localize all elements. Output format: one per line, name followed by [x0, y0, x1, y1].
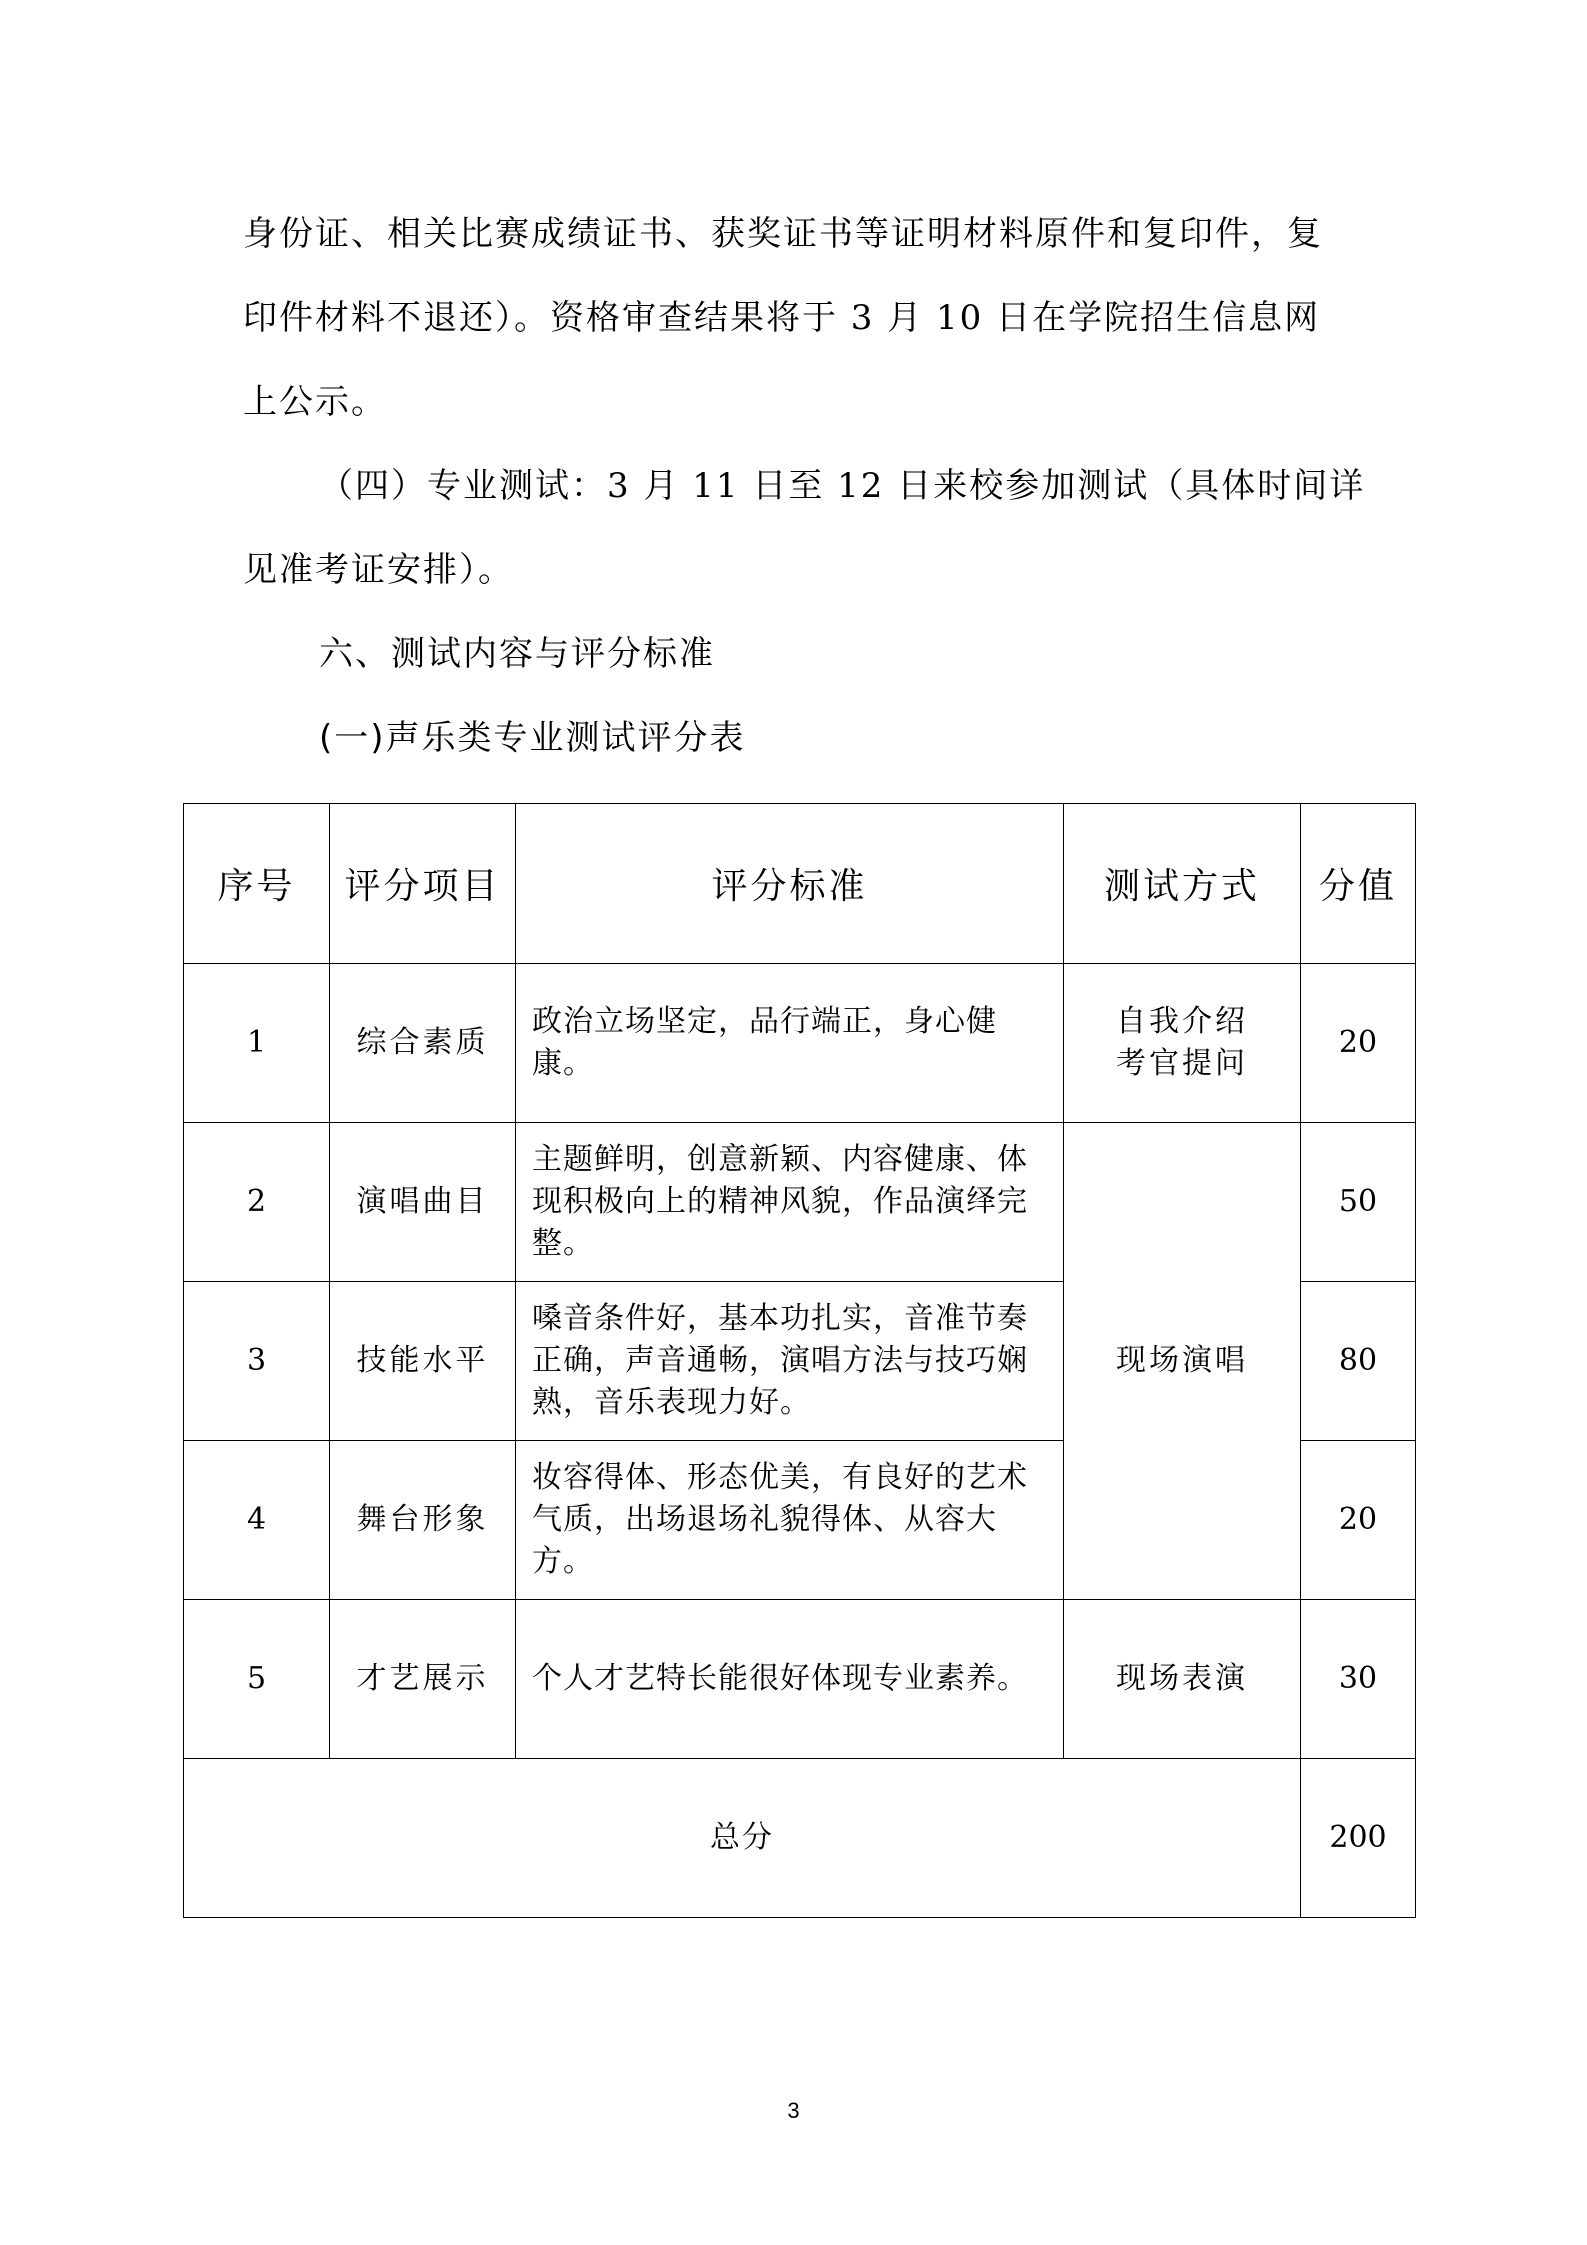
cell-criteria: 妆容得体、形态优美，有良好的艺术气质，出场退场礼貌得体、从容大方。 [516, 1441, 1064, 1600]
table-total-row [184, 1759, 1416, 1918]
cell-score: 20 [1301, 964, 1416, 1123]
cell-method: 现场表演 [1064, 1600, 1301, 1759]
cell-score: 30 [1301, 1600, 1416, 1759]
total-score: 200 [1301, 1759, 1416, 1918]
paragraph-line: 上公示。 [243, 382, 387, 422]
cell-item: 综合素质 [330, 964, 516, 1123]
header-method: 测试方式 [1064, 804, 1301, 964]
cell-index: 4 [184, 1441, 330, 1600]
cell-criteria: 政治立场坚定，品行端正，身心健康。 [516, 964, 1064, 1123]
table-row [184, 1123, 1416, 1282]
cell-criteria: 主题鲜明，创意新颖、内容健康、体现积极向上的精神风貌，作品演绎完整。 [516, 1123, 1064, 1282]
cell-item: 舞台形象 [330, 1441, 516, 1600]
cell-item: 演唱曲目 [330, 1123, 516, 1282]
total-label: 总分 [184, 1759, 1301, 1918]
subsection-heading: (一)声乐类专业测试评分表 [319, 718, 746, 758]
cell-criteria: 嗓音条件好，基本功扎实，音准节奏正确，声音通畅，演唱方法与技巧娴熟，音乐表现力好。 [516, 1282, 1064, 1441]
cell-item: 技能水平 [330, 1282, 516, 1441]
page-number: 3 [787, 2098, 800, 2123]
paragraph-line: 印件材料不退还）。资格审查结果将于 3 月 10 日在学院招生信息网 [243, 298, 1321, 338]
cell-score: 50 [1301, 1123, 1416, 1282]
cell-index: 5 [184, 1600, 330, 1759]
cell-item: 才艺展示 [330, 1600, 516, 1759]
paragraph-line: 见准考证安排）。 [243, 550, 514, 590]
cell-method [1064, 964, 1301, 1123]
table-row [184, 964, 1416, 1123]
cell-index: 2 [184, 1123, 330, 1282]
method-line: 考官提问 [1116, 1046, 1248, 1081]
header-index: 序号 [184, 804, 330, 964]
cell-score: 80 [1301, 1282, 1416, 1441]
paragraph-line: 身份证、相关比赛成绩证书、获奖证书等证明材料原件和复印件，复 [243, 214, 1323, 254]
cell-score: 20 [1301, 1441, 1416, 1600]
header-criteria: 评分标准 [516, 804, 1064, 964]
cell-index: 1 [184, 964, 330, 1123]
header-item: 评分项目 [330, 804, 516, 964]
scoring-table [183, 803, 1416, 1918]
cell-method: 现场演唱 [1064, 1123, 1301, 1600]
cell-criteria: 个人才艺特长能很好体现专业素养。 [516, 1600, 1064, 1759]
table-row [184, 1600, 1416, 1759]
method-line: 自我介绍 [1116, 1004, 1248, 1039]
header-score: 分值 [1301, 804, 1416, 964]
table-header-row [184, 804, 1416, 964]
section-heading: 六、测试内容与评分标准 [319, 634, 715, 674]
cell-index: 3 [184, 1282, 330, 1441]
paragraph-line: （四）专业测试：3 月 11 日至 12 日来校参加测试（具体时间详 [319, 466, 1366, 506]
